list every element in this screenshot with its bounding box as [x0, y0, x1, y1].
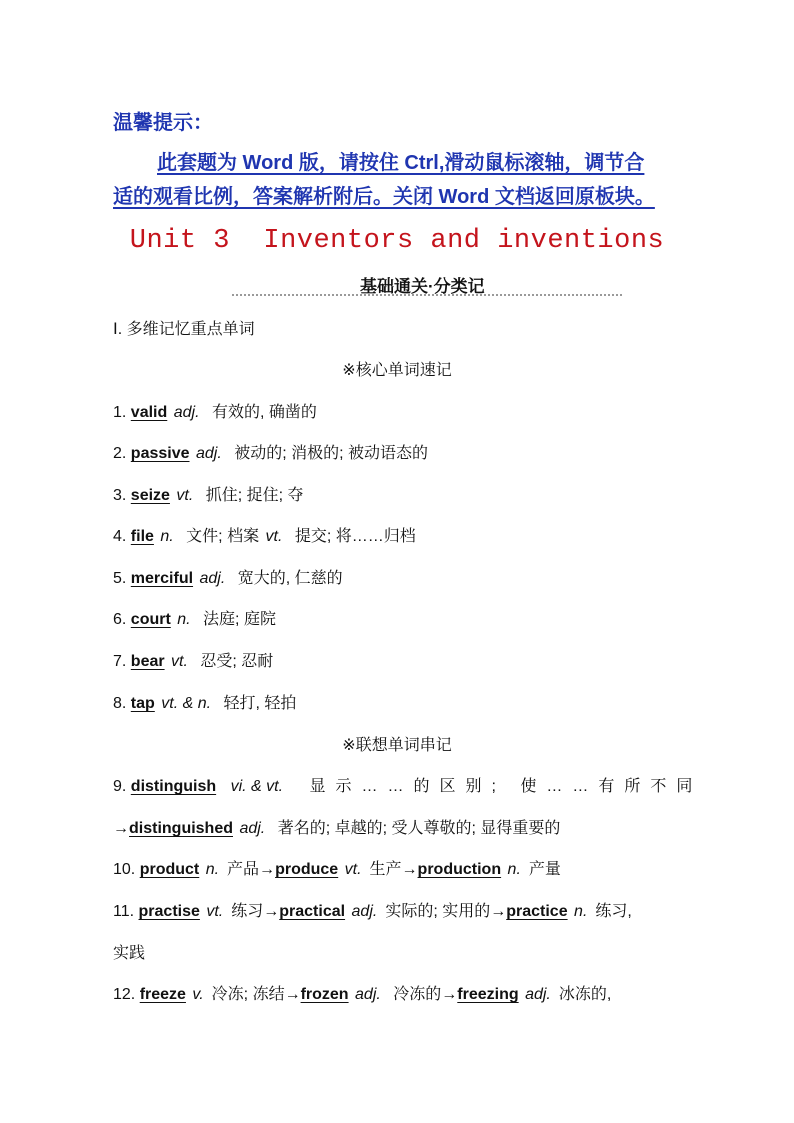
list-item-continuation: 实践	[113, 945, 146, 962]
list-item: 6. court n. 法庭; 庭院	[113, 611, 276, 628]
list-item: 2. passive adj. 被动的; 消极的; 被动语态的	[113, 445, 429, 462]
tip-line-2: 适的观看比例，答案解析附后。关闭 Word 文档返回原板块。	[113, 186, 655, 208]
list-item: 5. merciful adj. 宽大的, 仁慈的	[113, 570, 343, 587]
vocab-word: product	[139, 861, 200, 878]
vocab-word: freeze	[139, 986, 186, 1003]
vocab-word: court	[130, 611, 171, 628]
vocab-word: seize	[130, 487, 170, 504]
vocab-word: frozen	[300, 986, 349, 1003]
vocab-word: file	[130, 528, 154, 545]
core-words-heading: ※核心单词速记	[342, 362, 452, 379]
list-item: 11. practise vt. 练习→practical adj. 实际的; 实用的→practice n. 练习,	[113, 903, 632, 920]
vocab-word: practise	[138, 903, 200, 920]
vocab-word: bear	[130, 653, 165, 670]
list-item: 1. valid adj. 有效的, 确凿的	[113, 404, 317, 421]
tip-title: 温馨提示：	[113, 112, 213, 134]
vocab-word: distinguished	[129, 820, 233, 837]
vocab-word: practice	[506, 903, 568, 920]
part-heading: Ⅰ. 多维记忆重点单词	[113, 321, 255, 338]
tip-body	[113, 146, 693, 214]
list-item: 7. bear vt. 忍受; 忍耐	[113, 653, 274, 670]
list-item: 9. distinguish vi. & vt. 显示……的区别; 使……有所不同	[113, 778, 703, 795]
list-item: 10. product n. 产品→produce vt. 生产→production n. 产量	[113, 861, 561, 878]
list-item: →distinguished adj. 著名的; 卓越的; 受人尊敬的; 显得重要的	[113, 820, 561, 837]
list-item: 8. tap vt. & n. 轻打, 轻拍	[113, 695, 297, 712]
dotted-divider	[232, 294, 622, 296]
vocab-word: tap	[130, 695, 155, 712]
section-heading: 基础通关·分类记	[360, 277, 485, 296]
vocab-word: produce	[275, 861, 339, 878]
list-item: 3. seize vt. 抓住; 捉住; 夺	[113, 487, 304, 504]
assoc-words-heading: ※联想单词串记	[342, 737, 452, 754]
vocab-word: distinguish	[130, 778, 217, 795]
list-item: 12. freeze v. 冷冻; 冻结→frozen adj. 冷冻的→freezing adj. 冰冻的,	[113, 986, 612, 1003]
unit-title: Unit 3 Inventors and inventions	[129, 226, 665, 256]
list-item: 4. file n. 文件; 档案 vt. 提交; 将……归档	[113, 528, 416, 545]
vocab-word: practical	[279, 903, 346, 920]
vocab-word: merciful	[130, 570, 194, 587]
tip-line-1: 此套题为 Word 版，请按住 Ctrl,滑动鼠标滚轴，调节合	[157, 152, 645, 174]
vocab-word: valid	[130, 404, 168, 421]
vocab-word: passive	[130, 445, 190, 462]
vocab-word: freezing	[457, 986, 519, 1003]
vocab-word: production	[417, 861, 502, 878]
